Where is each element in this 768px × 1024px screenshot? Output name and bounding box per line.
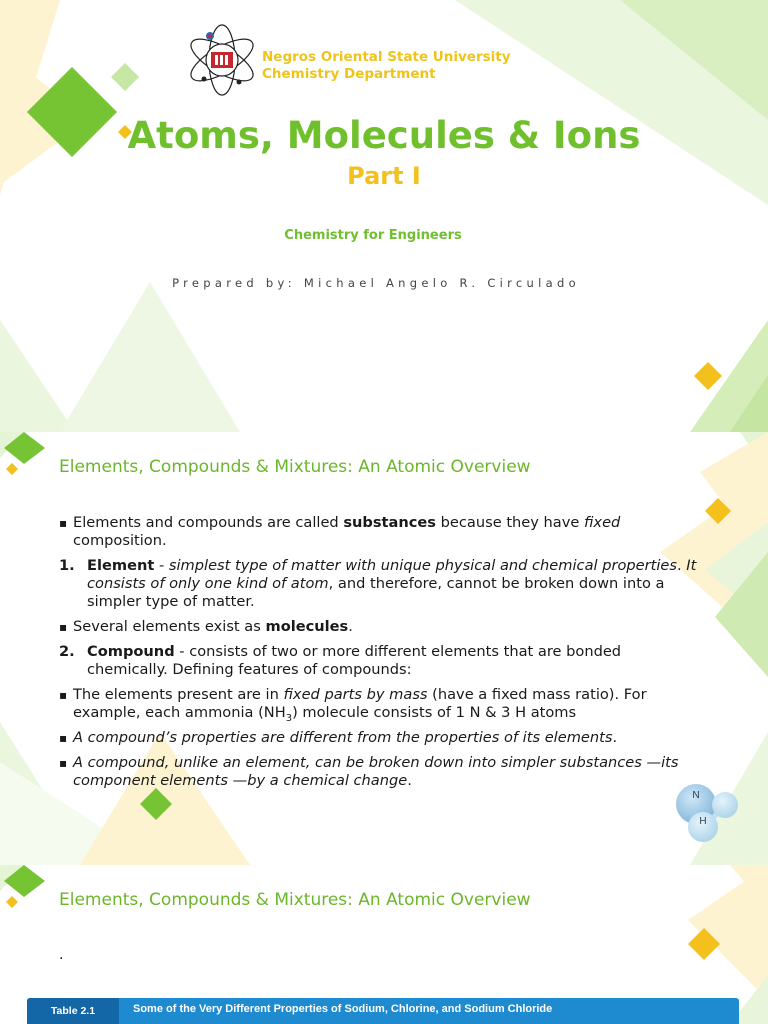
list-number: 2. — [59, 643, 75, 660]
table-caption: Some of the Very Different Properties of Sodium, Chlorine, and Sodium Chloride — [133, 1003, 553, 1015]
content-list — [59, 514, 699, 797]
bullet-marker: ▪ — [59, 731, 68, 745]
bullet-marker: ▪ — [59, 756, 68, 770]
course-name: Chemistry for Engineers — [284, 228, 462, 243]
university-name-block — [262, 49, 511, 83]
content-slide — [0, 432, 768, 865]
bullet-marker: ▪ — [59, 688, 68, 702]
placeholder-text: . — [59, 947, 64, 963]
list-item: ▪ Several elements exist as molecules. — [59, 618, 353, 635]
list-item: 2. Compound - consists of two or more different elements that are bonded chemically. Defining features of compounds: — [59, 643, 622, 678]
presentation-title: Atoms, Molecules & Ions — [127, 114, 641, 157]
list-item: ▪ Elements and compounds are called substances because they have fixed composition. — [59, 514, 621, 549]
hydrogen-atom — [712, 792, 738, 818]
university-name: Negros Oriental State University — [262, 49, 511, 65]
table-header-bar — [27, 998, 739, 1024]
title-slide — [0, 0, 768, 432]
bullet-marker: ▪ — [59, 516, 68, 530]
bullet-marker: ▪ — [59, 620, 68, 634]
section-heading: Elements, Compounds & Mixtures: An Atomic Overview — [59, 457, 531, 477]
university-seal-logo — [184, 22, 260, 98]
list-item: ▪ A compound, unlike an element, can be broken down into simpler substances —its component elements —by a chemical change. — [59, 754, 679, 789]
ammonia-molecule-image — [676, 782, 740, 840]
list-item: ▪ A compound’s properties are different from the properties of its elements. — [59, 729, 618, 746]
author-line: Prepared by: Michael Angelo R. Circulado — [172, 276, 580, 290]
nitrogen-atom: N — [676, 784, 716, 824]
hydrogen-atom: H — [688, 812, 718, 842]
part-label: Part I — [347, 162, 421, 190]
list-number: 1. — [59, 557, 75, 574]
section-heading: Elements, Compounds & Mixtures: An Atomic Overview — [59, 890, 531, 910]
list-item: ▪ The elements present are in fixed parts by mass (have a fixed mass ratio). For example, each ammonia $(NH_3)$ molecule consists of 1 N & 3 H atoms — [59, 686, 647, 724]
table-slide — [0, 865, 768, 1024]
list-item: 1. Element - simplest type of matter with unique physical and chemical properties. It consists of only one kind of atom, and therefore, cannot be broken down into a simpler type of matter. — [59, 557, 697, 610]
table-number: Table 2.1 — [27, 998, 119, 1024]
department-name: Chemistry Department — [262, 66, 436, 82]
